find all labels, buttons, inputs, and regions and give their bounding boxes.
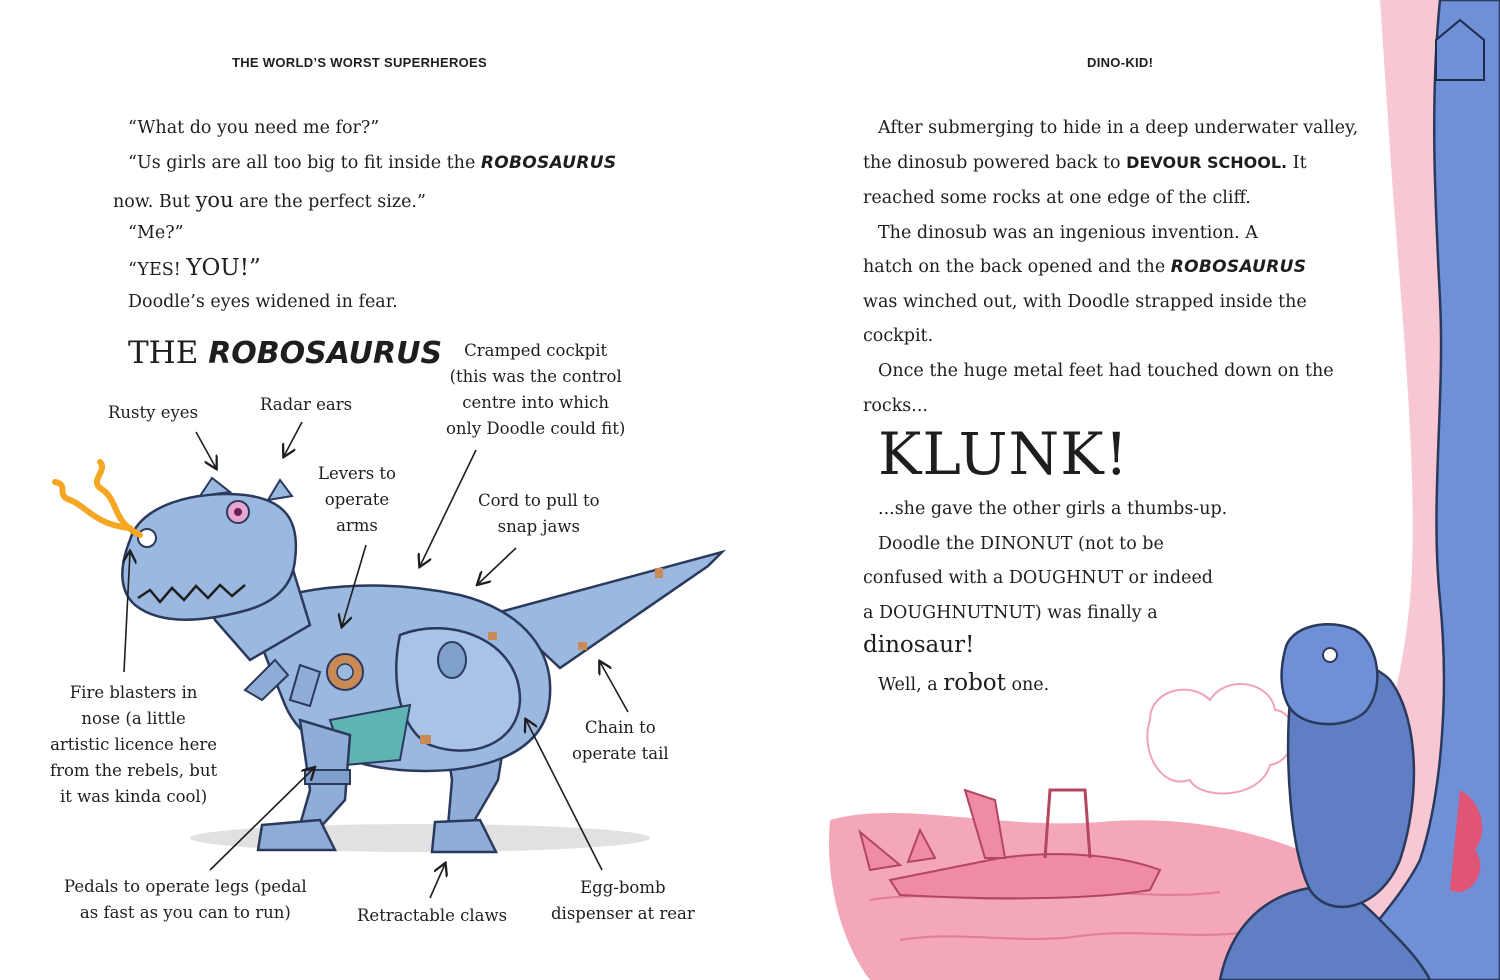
text-line: Once the huge metal feet had touched down on the <box>878 361 1334 381</box>
text-line: “What do you need me for?” <box>128 118 380 138</box>
arrow-claws <box>430 864 445 898</box>
text-line: a DOUGHNUTNUT) was finally a <box>863 603 1158 623</box>
callout-levers: Levers to operate arms <box>318 464 396 535</box>
diagram-title: THE ROBOSAURUS <box>128 335 443 371</box>
text-line: cockpit. <box>863 326 934 346</box>
text-line: ...she gave the other girls a thumbs-up. <box>878 499 1228 519</box>
arrow-chain <box>600 662 628 712</box>
callout-claws: Retractable claws <box>357 906 508 925</box>
text-line: Doodle’s eyes widened in fear. <box>128 292 398 312</box>
robosaurus-name: ROBOSAURUS <box>1170 257 1307 277</box>
robosaurus-name: ROBOSAURUS <box>480 153 617 173</box>
arrow-rusty-eyes <box>196 432 216 468</box>
text-line: hatch on the back opened and the ROBOSAURUS <box>863 257 1307 277</box>
running-head-right: DINO-KID! <box>1087 55 1154 70</box>
text-line: “Me?” <box>128 223 184 243</box>
robot-in-scene-head <box>1282 624 1378 724</box>
robot-front-foot <box>258 820 335 850</box>
text-line: rocks... <box>863 396 928 416</box>
text-line: Doodle the DINONUT (not to be <box>878 534 1164 554</box>
arrow-cord <box>478 548 516 584</box>
arrow-pedals <box>210 768 314 870</box>
robot-nostril <box>138 529 156 547</box>
running-head-left: THE WORLD’S WORST SUPERHEROES <box>232 55 487 70</box>
robot-ankle-ring <box>305 770 350 784</box>
callout-cramped-cockpit: Cramped cockpit (this was the control centre into which only Doodle could fit) <box>446 341 626 438</box>
callout-rusty-eyes: Rusty eyes <box>108 403 199 422</box>
text-line: now. But you are the perfect size.” <box>113 188 426 212</box>
robot-ear <box>268 480 292 500</box>
robot-ear <box>200 478 230 496</box>
steam-cloud <box>1147 684 1293 794</box>
text-line: The dinosub was an ingenious invention. A <box>878 223 1258 243</box>
rust-spot <box>488 632 497 640</box>
text-line: dinosaur! <box>863 632 975 658</box>
text-line: the dinosub powered back to DEVOUR SCHOOL. It <box>863 153 1307 173</box>
text-line: was winched out, with Doodle strapped inside the <box>863 292 1307 312</box>
rust-spot <box>420 735 431 744</box>
callout-egg-bomb: Egg-bomb dispenser at rear <box>551 878 695 923</box>
rust-spot <box>655 568 663 578</box>
text-line: After submerging to hide in a deep underwater valley, <box>878 118 1359 138</box>
devour-school-name: DEVOUR SCHOOL. <box>1126 153 1288 172</box>
arrow-cockpit <box>420 450 476 566</box>
klunk-sound-effect: KLUNK! <box>878 420 1129 488</box>
callout-chain: Chain to operate tail <box>572 718 669 763</box>
text-line: “Us girls are all too big to fit inside the ROBOSAURUS <box>128 153 617 173</box>
callout-fire-blasters: Fire blasters in nose (a little artistic licence here from the rebels, but it was kinda cool) <box>50 683 218 806</box>
robot-hip-joint <box>438 642 466 678</box>
robot-head <box>122 494 296 620</box>
arrow-radar-ears <box>284 422 302 456</box>
rust-spot <box>578 642 587 650</box>
callout-radar-ears: Radar ears <box>260 395 353 414</box>
text-line: reached some rocks at one edge of the cliff. <box>863 188 1251 208</box>
nose-flame <box>55 462 140 535</box>
text-line: confused with a DOUGHNUT or indeed <box>863 568 1214 588</box>
text-line: Well, a robot one. <box>878 670 1050 696</box>
callout-cord: Cord to pull to snap jaws <box>478 491 600 536</box>
callout-pedals: Pedals to operate legs (pedal as fast as you can to run) <box>64 877 307 922</box>
robot-in-scene-eye <box>1323 648 1337 662</box>
right-scene-illustration <box>829 0 1500 980</box>
text-line: “YES! YOU!” <box>128 255 261 281</box>
